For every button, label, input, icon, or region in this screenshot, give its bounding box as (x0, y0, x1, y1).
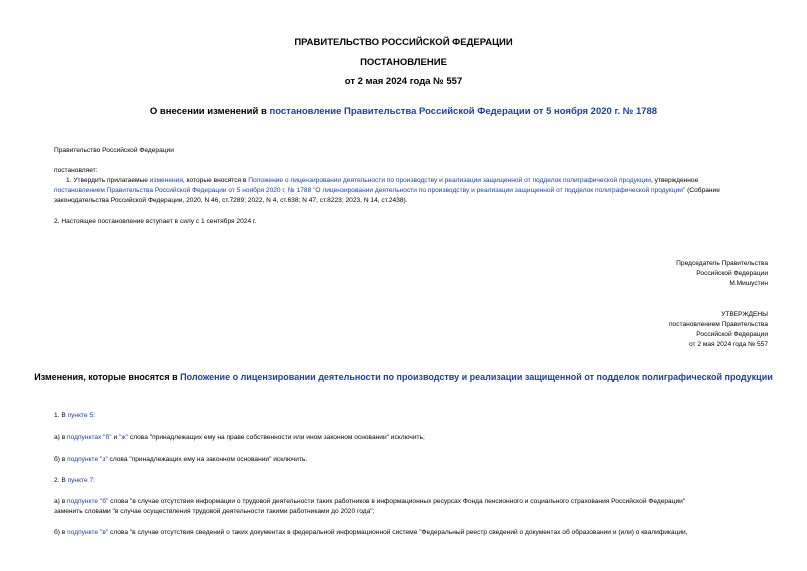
change-1a (54, 433, 425, 442)
change-2 (54, 476, 95, 485)
change-text: слова "принадлежащих ему на праве собственности или ином законном основании" исключить; (128, 434, 425, 441)
decides-text: постановляет: (54, 167, 98, 174)
punkt-7-link[interactable]: пункте 7 (67, 477, 94, 484)
signature-org: Российской Федерации (696, 270, 768, 277)
change-text: а) в (54, 498, 68, 505)
change-text: 1. В (54, 412, 68, 419)
approved-line-3: Российской Федерации (696, 331, 768, 338)
change-1 (54, 411, 95, 420)
item-2: 2. Настоящее постановление вступает в силу с 1 сентября 2024 г. (54, 218, 257, 225)
changes-title-prefix: Изменения, которые вносятся в (34, 372, 181, 382)
change-2a-line-1 (54, 497, 685, 506)
changes-link[interactable]: изменения (149, 177, 183, 184)
changes-title-link[interactable]: Положение о лицензировании деятельности по производству и реализации защищенной от подделок полиграфической продукции (180, 372, 773, 382)
document-title-prefix: О внесении изменений в (149, 106, 270, 117)
change-text: б) в (54, 529, 68, 536)
document-title (0, 106, 807, 117)
change-text: а) в (54, 434, 68, 441)
subpunkt-z-link[interactable]: подпункте "з" (67, 456, 108, 463)
change-text: б) в (54, 456, 68, 463)
approved-line-4: от 2 мая 2024 года № 557 (688, 341, 768, 348)
approved-line-2: постановлением Правительства (668, 321, 768, 328)
change-text: слова "в случае отсутствия информации о трудовой деятельности таких работников в информационных ресурсах Фонда пенсионного и социального страхования Российской Федерации" (108, 498, 686, 505)
subpunkt-v-link[interactable]: подпункте "в" (67, 529, 109, 536)
change-text: : (93, 477, 95, 484)
item-1-text: , утвержденное (650, 177, 699, 184)
subpunkt-b-punkt-7-link[interactable]: подпункте "б" (67, 498, 109, 505)
change-text: и (111, 434, 119, 441)
document-type: ПОСТАНОВЛЕНИЕ (360, 57, 447, 68)
government-name: Правительство Российской Федерации (54, 147, 174, 154)
item-1-text: (Собрание (685, 187, 720, 194)
changes-title (0, 372, 807, 382)
change-text: слова "в случае отсутствия сведений о таких документах в федеральной информационной системе "Федеральный реестр сведений о документах об образовании и (или) о квалификации, (108, 529, 688, 536)
change-2a-line-2: заменить словами "в случае осуществления трудовой деятельности такими работниками до 2020 года"; (54, 508, 375, 515)
document-date-number: от 2 мая 2024 года № 557 (344, 76, 463, 87)
subpunkt-zh-link[interactable]: "ж" (119, 434, 129, 441)
change-text: : (93, 412, 95, 419)
signature-name: М.Мишустин (729, 280, 768, 287)
item-1-line-2 (54, 186, 720, 195)
punkt-5-link[interactable]: пункте 5 (67, 412, 94, 419)
change-text: слова "принадлежащих ему на законном основании" исключить. (107, 456, 308, 463)
change-1b (54, 455, 307, 464)
subpunkt-b-link[interactable]: подпунктах "б" (67, 434, 112, 441)
signature-position: Председатель Правительства (676, 260, 768, 267)
title-resolution-link[interactable]: постановление Правительства Российской Федерации от 5 ноября 2020 г. № 1788 (269, 106, 658, 117)
item-1-text: , которые вносятся в (182, 177, 249, 184)
change-text: 2. В (54, 477, 68, 484)
item-1-line-3: законодательства Российской Федерации, 2020, N 46, ст.7289; 2022, N 4, ст.638; N 47, ст.8223; 2023, N 14, ст.2438). (54, 197, 408, 204)
resolution-1788-link[interactable]: постановлением Правительства Российской Федерации от 5 ноября 2020 г. № 1788 "О лицензировании деятельности по производству и реализации защищенной от подделок полиграфической продукции" (54, 187, 686, 194)
government-heading: ПРАВИТЕЛЬСТВО РОССИЙСКОЙ ФЕДЕРАЦИИ (294, 37, 513, 48)
item-1-text: 1. Утвердить прилагаемые (66, 177, 150, 184)
item-1-line-1 (66, 176, 698, 185)
polozhenie-link[interactable]: Положение о лицензировании деятельности по производству и реализации защищенной от подделок полиграфической продукции (248, 177, 651, 184)
change-2b (54, 528, 688, 537)
approved-heading: УТВЕРЖДЕНЫ (721, 311, 768, 318)
